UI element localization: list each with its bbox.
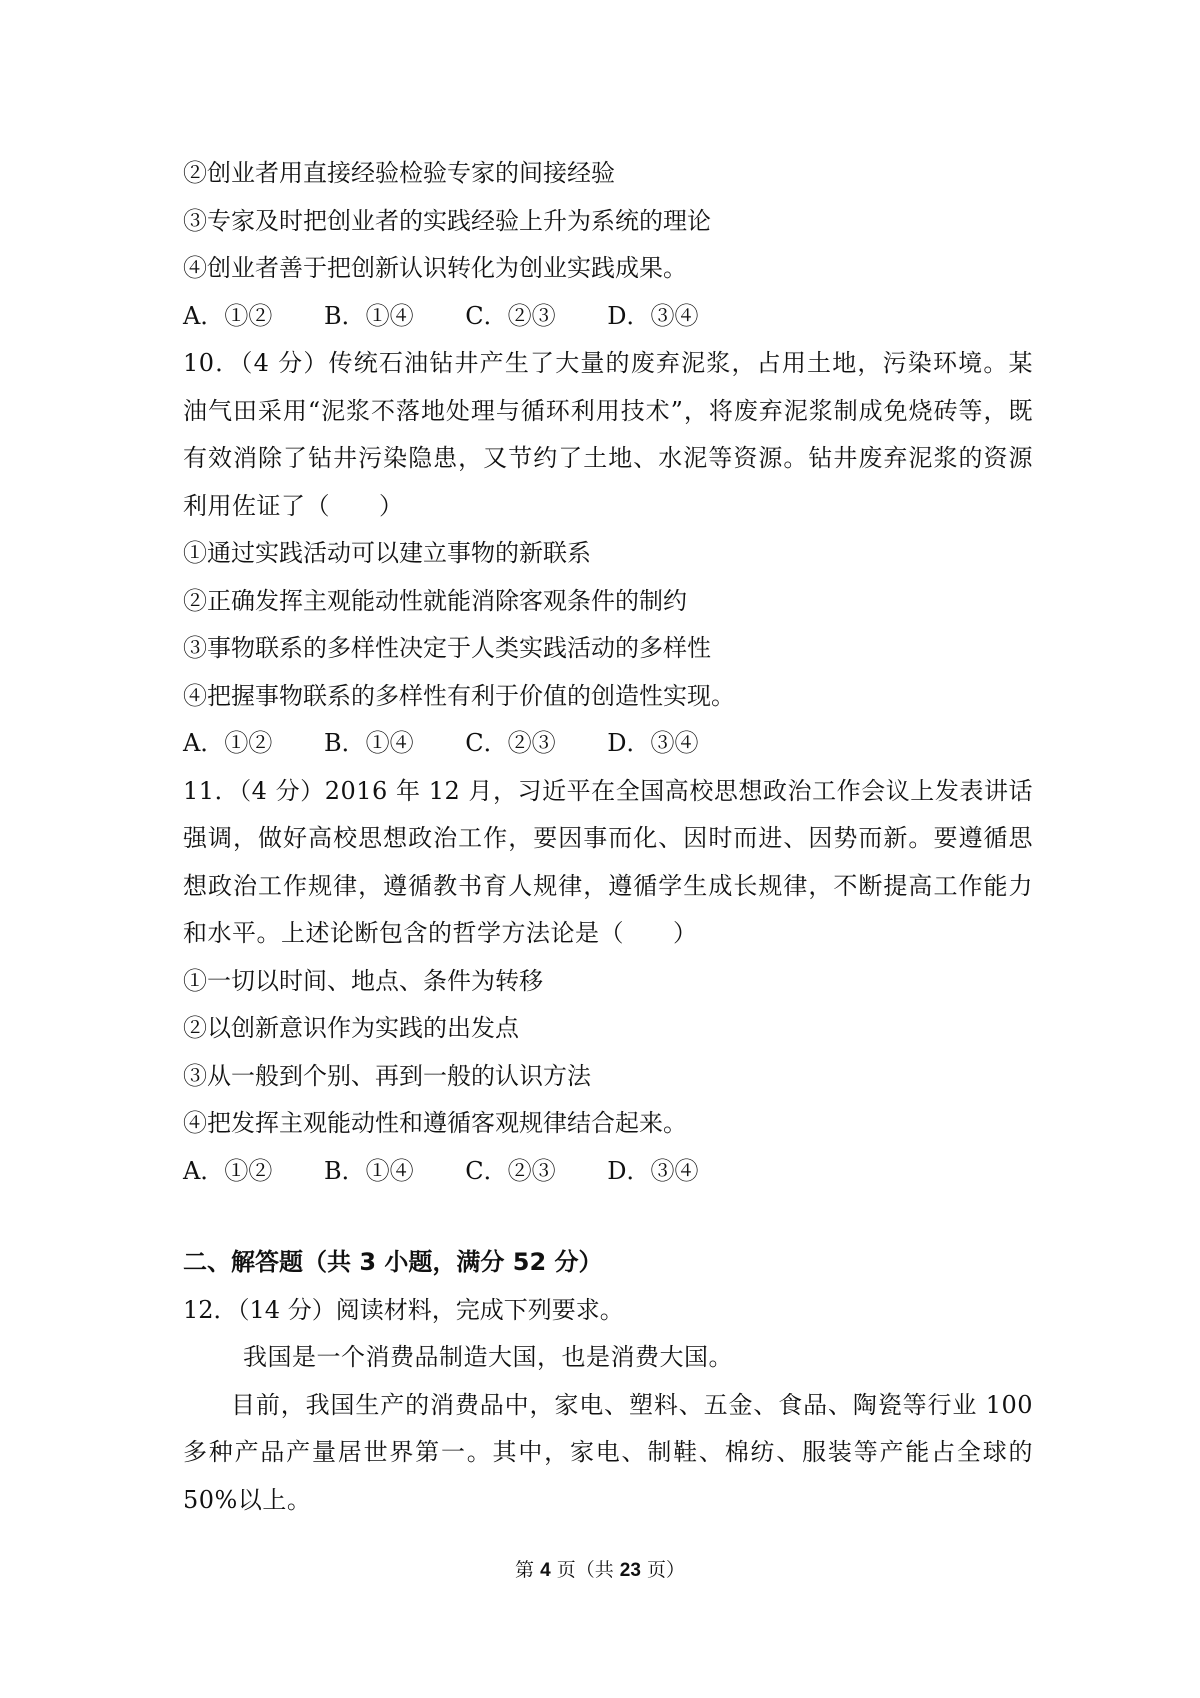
q9-option-d: D．③④ bbox=[607, 301, 699, 330]
q12-paragraph-2: 目前，我国生产的消费品中，家电、塑料、五金、食品、陶瓷等行业 100 多种产品产量居世界第一。其中，家电、制鞋、棉纺、服装等产能占全球的 50%以上。 bbox=[183, 1390, 1033, 1514]
footer-middle: 页（共 bbox=[556, 1559, 614, 1581]
q11-option-c: C．②③ bbox=[465, 1156, 556, 1185]
q11-item-4: ④把发挥主观能动性和遵循客观规律结合起来。 bbox=[183, 1109, 687, 1137]
q11-item-2: ②以创新意识作为实践的出发点 bbox=[183, 1014, 519, 1042]
page-content bbox=[183, 150, 1033, 1524]
q9-item-3: ③专家及时把创业者的实践经验上升为系统的理论 bbox=[183, 206, 711, 235]
q9-item-4: ④创业者善于把创新认识转化为创业实践成果。 bbox=[183, 254, 687, 282]
q11-option-a: A．①② bbox=[183, 1156, 273, 1185]
q9-option-c: C．②③ bbox=[465, 301, 556, 330]
q10-item-2: ②正确发挥主观能动性就能消除客观条件的制约 bbox=[183, 586, 687, 615]
q10-option-d: D．③④ bbox=[607, 729, 699, 757]
q10-options bbox=[183, 720, 1033, 768]
q10-item-4: ④把握事物联系的多样性有利于价值的创造性实现。 bbox=[183, 681, 735, 710]
q11-item-3: ③从一般到个别、再到一般的认识方法 bbox=[183, 1061, 591, 1090]
q9-item-2: ②创业者用直接经验检验专家的间接经验 bbox=[183, 159, 615, 187]
q12-paragraph-1: 我国是一个消费品制造大国，也是消费大国。 bbox=[243, 1343, 733, 1371]
q11-option-d: D．③④ bbox=[607, 1156, 699, 1185]
footer-suffix: 页） bbox=[646, 1559, 685, 1581]
section-2-title: 二、解答题（共 3 小题，满分 52 分） bbox=[183, 1248, 603, 1276]
footer-prefix: 第 bbox=[515, 1559, 535, 1581]
q10-option-b: B．①④ bbox=[323, 729, 414, 757]
q10-option-c: C．②③ bbox=[465, 729, 556, 757]
footer-page-number: 4 bbox=[540, 1560, 551, 1581]
q10-stem: 10．（4 分）传统石油钻井产生了大量的废弃泥浆，占用土地，污染环境。某油气田采用“泥浆不落地处理与循环利用技术”，将废弃泥浆制成免烧砖等，既有效消除了钻井污染隐患，又节约了土地、水泥等资源。钻井废弃泥浆的资源利用佐证了（ ） bbox=[183, 349, 1033, 520]
q11-stem: 11．（4 分）2016 年 12 月，习近平在全国高校思想政治工作会议上发表讲话强调，做好高校思想政治工作，要因事而化、因时而进、因势而新。要遵循思想政治工作规律，遵循教书育人规律，遵循学生成长规律，不断提高工作能力和水平。上述论断包含的哲学方法论是（ ） bbox=[183, 776, 1033, 947]
q11-item-1: ①一切以时间、地点、条件为转移 bbox=[183, 966, 543, 995]
section-spacer bbox=[183, 1195, 1033, 1239]
page-footer bbox=[0, 1555, 1200, 1582]
q9-options bbox=[183, 293, 1033, 341]
q10-item-1: ①通过实践活动可以建立事物的新联系 bbox=[183, 539, 591, 567]
q10-option-a: A．①② bbox=[183, 729, 273, 757]
q9-option-a: A．①② bbox=[183, 301, 273, 330]
q12-stem: 12．（14 分）阅读材料，完成下列要求。 bbox=[183, 1295, 624, 1324]
q11-option-b: B．①④ bbox=[323, 1156, 414, 1185]
q11-options bbox=[183, 1148, 1033, 1196]
q9-option-b: B．①④ bbox=[323, 301, 414, 330]
q10-item-3: ③事物联系的多样性决定于人类实践活动的多样性 bbox=[183, 634, 711, 662]
footer-total-pages: 23 bbox=[619, 1560, 641, 1581]
